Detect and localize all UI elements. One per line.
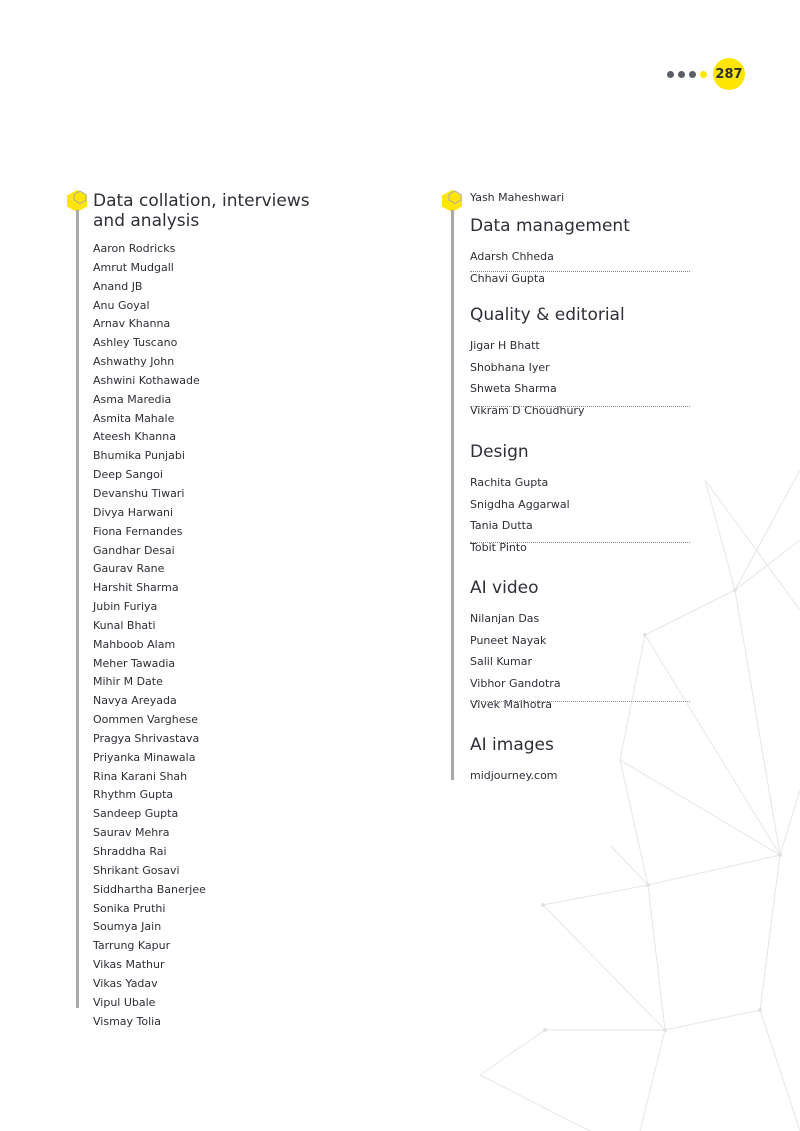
contributor-name: Rhythm Gupta	[93, 788, 174, 802]
pager-dot-active-icon	[700, 71, 707, 78]
contributor-name: Shrikant Gosavi	[93, 863, 180, 877]
dotted-divider	[470, 542, 690, 543]
contributor-name: Soumya Jain	[93, 920, 162, 934]
dotted-divider	[470, 271, 690, 272]
dotted-divider	[470, 406, 690, 407]
contributor-name: Puneet Nayak	[470, 633, 547, 647]
section-title-line: Data collation, interviews	[93, 191, 310, 211]
section-title: Data management	[470, 216, 630, 236]
contributor-name: Ashwathy John	[93, 355, 175, 369]
contributor-name: Tania Dutta	[470, 519, 533, 533]
section-title: AI video	[470, 578, 539, 598]
contributor-name: Sandeep Gupta	[93, 807, 179, 821]
contributor-name: Snigdha Aggarwal	[470, 497, 570, 511]
contributor-name: Devanshu Tiwari	[93, 486, 185, 500]
contributor-name: Shweta Sharma	[470, 382, 557, 396]
contributor-name: Yash Maheshwari	[470, 191, 565, 204]
contributor-name: Ateesh Khanna	[93, 430, 176, 444]
contributor-name: Nilanjan Das	[470, 612, 540, 625]
contributor-name: Jubin Furiya	[93, 600, 158, 614]
contributor-name: Aaron Rodricks	[93, 242, 176, 255]
contributor-name: Fiona Fernandes	[93, 524, 183, 538]
contributor-name: Arnav Khanna	[93, 317, 171, 331]
contributor-list	[470, 335, 584, 421]
contributor-name: Priyanka Minawala	[93, 750, 196, 764]
contributor-name: Vikas Yadav	[93, 976, 158, 990]
contributor-name: Vikram D Choudhury	[470, 403, 585, 417]
contributor-name: Ashwini Kothawade	[93, 373, 200, 387]
contributor-name: Tobit Pinto	[470, 540, 527, 554]
contributor-name: Deep Sangoi	[93, 468, 163, 482]
contributor-name: Jigar H Bhatt	[470, 339, 540, 352]
contributor-name: Rina Karani Shah	[93, 769, 188, 783]
contributor-list	[470, 472, 570, 558]
contributor-list	[93, 240, 206, 1031]
pager-dot-icon	[689, 71, 696, 78]
section-title-line: and analysis	[93, 211, 200, 231]
contributor-name: Bhumika Punjabi	[93, 449, 185, 463]
contributor-name: Ashley Tuscano	[93, 336, 178, 350]
contributor-name: Mahboob Alam	[93, 637, 176, 651]
section-title: AI images	[470, 735, 554, 755]
contributor-name: Asmita Mahale	[93, 411, 175, 425]
contributor-name: Rachita Gupta	[470, 476, 549, 489]
contributor-name: Kunal Bhati	[93, 618, 156, 632]
contributor-name: Amrut Mudgall	[93, 260, 174, 274]
contributor-name: Navya Areyada	[93, 694, 177, 708]
contributor-name: Anand JB	[93, 279, 143, 293]
contributor-name: Vikas Mathur	[93, 958, 165, 972]
contributor-name: Mihir M Date	[93, 675, 163, 689]
contributor-name: Vibhor Gandotra	[470, 676, 561, 690]
contributor-name: Sonika Pruthi	[93, 901, 166, 915]
contributor-name: Gandhar Desai	[93, 543, 175, 557]
contributor-name: Vismay Tolia	[93, 1014, 161, 1028]
contributor-name: Shobhana Iyer	[470, 360, 550, 374]
contributor-name: Meher Tawadia	[93, 656, 176, 670]
contributor-list	[470, 608, 561, 716]
contributor-name: Asma Maredia	[93, 392, 172, 406]
contributor-list	[470, 765, 558, 787]
contributor-list	[470, 246, 554, 289]
dotted-divider	[470, 701, 690, 702]
contributor-name: Tarrung Kapur	[93, 939, 171, 953]
contributor-name: Divya Harwani	[93, 505, 174, 519]
contributor-name: Vivek Malhotra	[470, 698, 553, 712]
section-title: Quality & editorial	[470, 305, 625, 325]
contributor-name: Oommen Varghese	[93, 713, 199, 727]
section-rule	[76, 210, 79, 1008]
contributor-name: Harshit Sharma	[93, 581, 179, 595]
pager-dot-icon	[678, 71, 685, 78]
section-title	[93, 191, 310, 231]
contributor-name: midjourney.com	[470, 769, 558, 782]
page-number: 287	[713, 58, 745, 90]
contributor-name: Anu Goyal	[93, 298, 150, 312]
contributor-name: Chhavi Gupta	[470, 271, 545, 285]
contributor-name: Shraddha Rai	[93, 845, 167, 858]
pager-dot-icon	[667, 71, 674, 78]
contributor-name: Vipul Ubale	[93, 995, 156, 1009]
section-rule	[451, 210, 454, 780]
contributor-name: Siddhartha Banerjee	[93, 882, 206, 896]
page-indicator	[667, 58, 745, 90]
contributor-name: Saurav Mehra	[93, 826, 170, 840]
section-title: Design	[470, 442, 529, 462]
contributor-name: Gaurav Rane	[93, 562, 165, 576]
contributor-name: Adarsh Chheda	[470, 250, 554, 263]
contributor-name: Salil Kumar	[470, 655, 533, 669]
contributor-name: Pragya Shrivastava	[93, 731, 200, 745]
